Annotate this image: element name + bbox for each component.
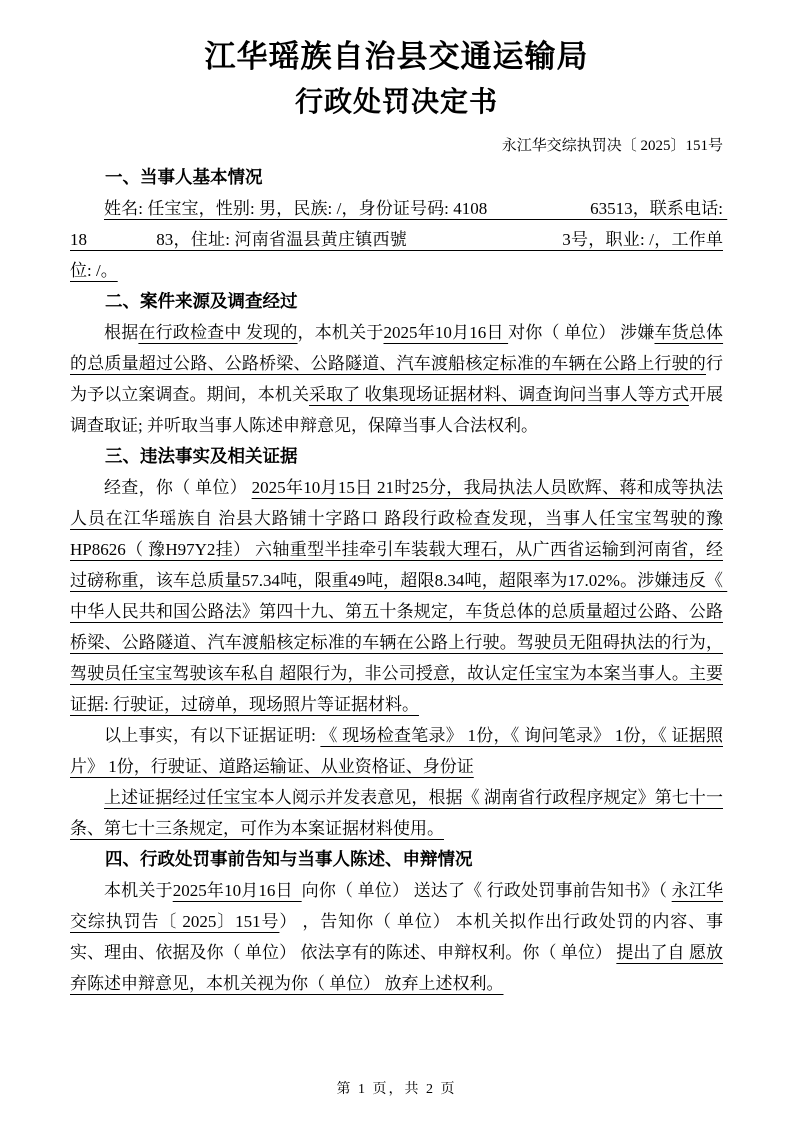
section-heading: 二、案件来源及调查经过	[105, 291, 298, 311]
filled-in-text: 2025年10月16日	[172, 881, 302, 900]
section-heading: 三、违法事实及相关证据	[105, 446, 298, 466]
template-text: 本机关于	[104, 881, 173, 900]
filled-in-text: 永江华交综执罚告〔 2025〕151号	[70, 881, 724, 931]
template-text: 开展调查取证; 并听取当事人陈述申辩意见，保障当事人合法权利。	[70, 385, 724, 435]
template-text: 根据	[104, 323, 139, 342]
paragraph	[70, 782, 723, 844]
document-number: 永江华交综执罚决〔 2025〕151号	[501, 138, 723, 154]
template-text: 以上事实，有以下证据证明:	[104, 726, 321, 745]
filled-in-text: 提出了自 愿放弃陈述申辩意见，本机关视为你（ 单位） 放弃上述权利。	[70, 943, 724, 993]
template-text: 经查，你（ 单位）	[104, 478, 252, 497]
paragraph	[70, 875, 723, 999]
filled-in-text: 在行政检查中 发现的	[138, 323, 298, 342]
filled-in-text: 姓名: 任宝宝，性别: 男，民族: /，身份证号码: 4108 63513，联系电话: 18 83，住址: 河南省温县黄庄镇西號 3号，职业: /，工作单位: /。	[70, 199, 728, 280]
filled-in-text: 上述证据经过任宝宝本人阅示并发表意见，根据《 湖南省行政程序规定》第七十一条、第七十三条规定，可作为本案证据材料使用。	[70, 788, 723, 838]
document-title-type: 行政处罚决定书	[294, 87, 498, 118]
template-text: ，本机关于	[297, 323, 384, 342]
filled-in-text: 2025年10月15日 21时25分，我局执法人员欧辉、蒋和成等执法人员在江华瑶族自 治县大路铺十字路口 路段行政检查发现，当事人任宝宝驾驶的豫HP8626（ 豫H97Y2挂） 六轴重型半挂牵引车装载大理石，从广西省运输到河南省，经过磅称重，该车总质量57.34吨，限重49吨，超限8.34吨，超限率为17.02%。涉嫌违反《 中华人民共和国公路法》第四十九、第五十条规定，车货总体的总质量超过公路、公路桥梁、公路隧道、汽车渡船核定标准的车辆在公路上行驶。驾驶员无阻碍执法的行为，驾驶员任宝宝驾驶该车私自 超限行为，非公司授意，故认定任宝宝为本案当事人。主要证据: 行驶证，过磅单，现场照片等证据材料。	[70, 478, 728, 714]
filled-in-text: 《 现场检查笔录》 1份，《 询问笔录》 1份，《 证据照片》 1份，行驶证、道路运输证、从业资格证、身份证	[70, 726, 723, 776]
paragraph	[70, 193, 728, 286]
paragraph	[70, 317, 723, 441]
paragraph	[70, 720, 723, 782]
template-text: 行为予以立案调查。期间，本机关	[70, 354, 723, 404]
document-body	[70, 162, 728, 999]
section-heading: 四、行政处罚事前告知与当事人陈述、申辩情况	[105, 849, 473, 869]
filled-in-text: 2025年10月16日	[383, 323, 509, 342]
template-text: ） ，告知你（ 单位） 本机关拟作出行政处罚的内容、事实、理由、依据及你（ 单位） 依法享有的陈述、申辩权利。你（ 单位）	[70, 912, 724, 962]
template-text: 向你（ 单位） 送达了《 行政处罚事前告知书》（	[301, 881, 672, 900]
paragraph	[70, 472, 728, 720]
page-number-footer: 第 1 页，共 2 页	[336, 1082, 457, 1097]
section-heading: 一、当事人基本情况	[105, 167, 263, 187]
template-text: 对你（ 单位） 涉嫌	[508, 323, 655, 342]
document-title-agency: 江华瑶族自治县交通运输局	[204, 39, 589, 74]
filled-in-text: 车货总体的总质量超过公路、公路桥梁、公路隧道、汽车渡船核定标准的车辆在公路上行驶的	[70, 323, 724, 373]
filled-in-text: 采取了 收集现场证据材料、调查询问当事人等方式	[309, 385, 689, 404]
